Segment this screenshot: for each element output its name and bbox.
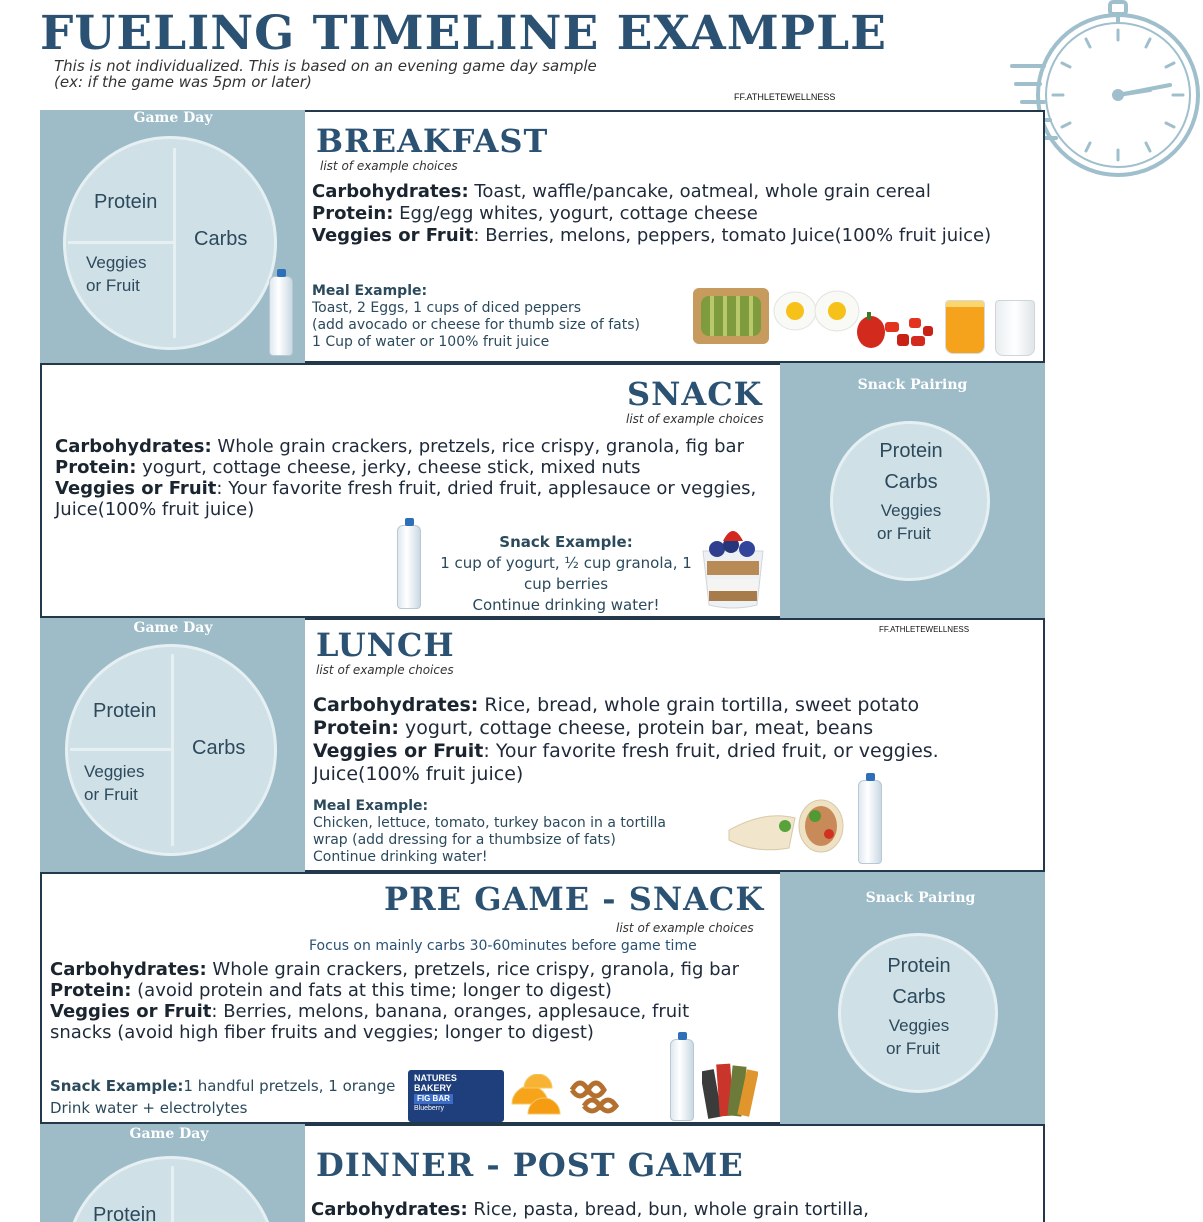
plate-carbs-label: Carbs	[884, 471, 938, 493]
avocado-toast-icon	[693, 288, 769, 344]
pregame-carbs-line: Carbohydrates: Whole grain crackers, pretzels, rice crispy, granola, fig bar	[50, 959, 739, 980]
snack-choices-list	[55, 436, 780, 520]
breakfast-meal-example	[312, 283, 702, 351]
snack-pairing-label: Snack Pairing	[857, 377, 968, 393]
lunch-choices-list	[313, 694, 1033, 786]
meal-example-label: Meal Example:	[312, 283, 428, 299]
breakfast-protein-line: Protein: Egg/egg whites, yogurt, cottage cheese	[312, 203, 758, 224]
water-bottle-icon	[397, 525, 421, 609]
snack-section	[40, 363, 782, 618]
example-line: Continue drinking water!	[313, 849, 488, 865]
subtitle-line-1: This is not individualized. This is based on an evening game day sample	[54, 57, 597, 75]
plate-divider	[173, 148, 176, 338]
subtitle-line-2: (ex: if the game was 5pm or later)	[54, 73, 312, 91]
pregame-veg-line: Veggies or Fruit: Berries, melons, banana, oranges, applesauce, fruit	[50, 1001, 690, 1022]
lunch-veg-line-2: Juice(100% fruit juice)	[313, 763, 524, 785]
pregame-plate-panel	[780, 872, 1045, 1124]
plate-protein-label: Protein	[887, 955, 951, 977]
snack-choices-note: list of example choices	[626, 412, 764, 426]
pregame-title: PRE GAME - SNACK	[384, 880, 765, 918]
plate-fruit-label: or Fruit	[84, 785, 138, 804]
water-glass-icon	[995, 300, 1035, 356]
snack-carbs-line: Carbohydrates: Whole grain crackers, pretzels, rice crispy, granola, fig bar	[55, 436, 744, 457]
dinner-choices-list	[311, 1199, 1031, 1221]
diced-peppers-icon	[853, 308, 939, 358]
dinner-carbs-line: Carbohydrates: Rice, pasta, bread, bun, whole grain tortilla,	[311, 1199, 869, 1220]
game-day-label: Game Day	[129, 1126, 209, 1142]
plate-divider	[171, 654, 174, 846]
page-title: FUELING TIMELINE EXAMPLE	[40, 6, 887, 61]
plate-fruit-label: or Fruit	[886, 1039, 940, 1058]
lunch-veg-line: Veggies or Fruit: Your favorite fresh fruit, dried fruit, or veggies.	[313, 740, 939, 762]
plate-fruit-label: or Fruit	[877, 524, 931, 543]
pregame-veg-line-2: snacks (avoid high fiber fruits and veggies; longer to digest)	[50, 1022, 594, 1043]
plate-fruit-label: or Fruit	[86, 276, 140, 295]
snack-title: SNACK	[627, 375, 763, 413]
water-bottle-icon	[670, 1039, 694, 1121]
plate-veggies-label: Veggies	[86, 253, 147, 272]
breakfast-title: BREAKFAST	[316, 122, 549, 160]
lunch-meal-example	[313, 798, 713, 866]
orange-slices-icon	[508, 1074, 564, 1118]
pregame-choices-note: list of example choices	[616, 921, 754, 935]
fried-eggs-icon	[773, 288, 861, 334]
snack-pairing-label: Snack Pairing	[865, 890, 976, 906]
fig-bar-icon: NATURES BAKERY FIG BAR Blueberry	[408, 1070, 504, 1122]
example-line: Snack Example:1 handful pretzels, 1 orange	[50, 1077, 396, 1095]
plate-divider	[171, 1166, 174, 1222]
water-bottle-icon	[858, 780, 882, 864]
lunch-protein-line: Protein: yogurt, cottage cheese, protein bar, meat, beans	[313, 717, 874, 739]
snack-veg-line: Veggies or Fruit: Your favorite fresh fruit, dried fruit, applesauce or veggies,	[55, 478, 757, 499]
water-bottle-icon	[269, 276, 293, 356]
breakfast-veg-line: Veggies or Fruit: Berries, melons, peppers, tomato Juice(100% fruit juice)	[312, 225, 992, 246]
pregame-protein-line: Protein: (avoid protein and fats at this time; longer to digest)	[50, 980, 612, 1001]
dinner-plate-panel	[40, 1124, 306, 1222]
breakfast-carbs-line: Carbohydrates: Toast, waffle/pancake, oatmeal, whole grain cereal	[312, 181, 931, 202]
dinner-title: DINNER - POST GAME	[316, 1146, 744, 1184]
plate-carbs-label: Carbs	[192, 737, 246, 759]
pregame-snack-example	[50, 1075, 410, 1119]
breakfast-choices-note: list of example choices	[320, 159, 458, 173]
snack-veg-line-2: Juice(100% fruit juice)	[55, 499, 255, 520]
tortilla-wrap-icon	[725, 790, 847, 856]
brand-label: FF.ATHLETEWELLNESS	[879, 625, 970, 634]
example-line: 1 cup of yogurt, ½ cup granola, 1	[440, 554, 692, 572]
plate-protein-label: Protein	[93, 1204, 157, 1222]
example-line: Chicken, lettuce, tomato, turkey bacon in a tortilla	[313, 815, 666, 831]
plate-divider	[70, 748, 171, 751]
snack-plate-panel	[780, 363, 1045, 618]
breakfast-plate-panel	[40, 110, 306, 363]
example-line: Continue drinking water!	[472, 596, 660, 614]
example-line: 1 Cup of water or 100% fruit juice	[312, 334, 550, 350]
example-line: wrap (add dressing for a thumbsize of fats)	[313, 832, 616, 848]
lunch-carbs-line: Carbohydrates: Rice, bread, whole grain tortilla, sweet potato	[313, 694, 920, 716]
game-day-label: Game Day	[133, 620, 213, 636]
page-subtitle	[54, 58, 597, 90]
brand-label: FF.ATHLETEWELLNESS	[734, 92, 836, 102]
dinner-section	[305, 1124, 1045, 1222]
breakfast-section	[305, 110, 1045, 363]
orange-juice-icon	[945, 300, 985, 354]
pretzels-icon	[566, 1072, 626, 1118]
lunch-plate-panel	[40, 618, 306, 872]
plate-protein-label: Protein	[879, 440, 943, 462]
meal-example-label: Meal Example:	[313, 798, 429, 814]
lunch-title: LUNCH	[316, 626, 455, 664]
example-line: Toast, 2 Eggs, 1 cups of diced peppers	[312, 300, 582, 316]
plate-protein-label: Protein	[94, 191, 158, 213]
example-line: cup berries	[523, 575, 609, 593]
pregame-choices-list	[50, 959, 775, 1043]
plate-protein-label: Protein	[93, 700, 157, 722]
plate-carbs-label: Carbs	[194, 228, 248, 250]
example-line: Drink water + electrolytes	[50, 1099, 248, 1117]
plate-divider	[68, 241, 173, 244]
snack-example-label: Snack Example:	[499, 533, 633, 551]
plate-carbs-label: Carbs	[892, 986, 946, 1008]
snack-protein-line: Protein: yogurt, cottage cheese, jerky, cheese stick, mixed nuts	[55, 457, 641, 478]
electrolyte-packets-icon	[702, 1056, 758, 1122]
plate-veggies-label: Veggies	[888, 1016, 950, 1035]
pregame-section	[40, 872, 782, 1124]
example-line: (add avocado or cheese for thumb size of fats)	[312, 317, 641, 333]
pregame-focus-note: Focus on mainly carbs 30-60minutes before game time	[309, 938, 697, 954]
plate-veggies-label: Veggies	[880, 501, 942, 520]
lunch-choices-note: list of example choices	[316, 663, 454, 677]
yogurt-parfait-icon	[697, 521, 769, 611]
lunch-section	[305, 618, 1045, 872]
game-day-label: Game Day	[133, 110, 213, 126]
plate-veggies-label: Veggies	[84, 762, 145, 781]
breakfast-choices-list	[312, 181, 1032, 247]
snack-example	[436, 532, 696, 616]
